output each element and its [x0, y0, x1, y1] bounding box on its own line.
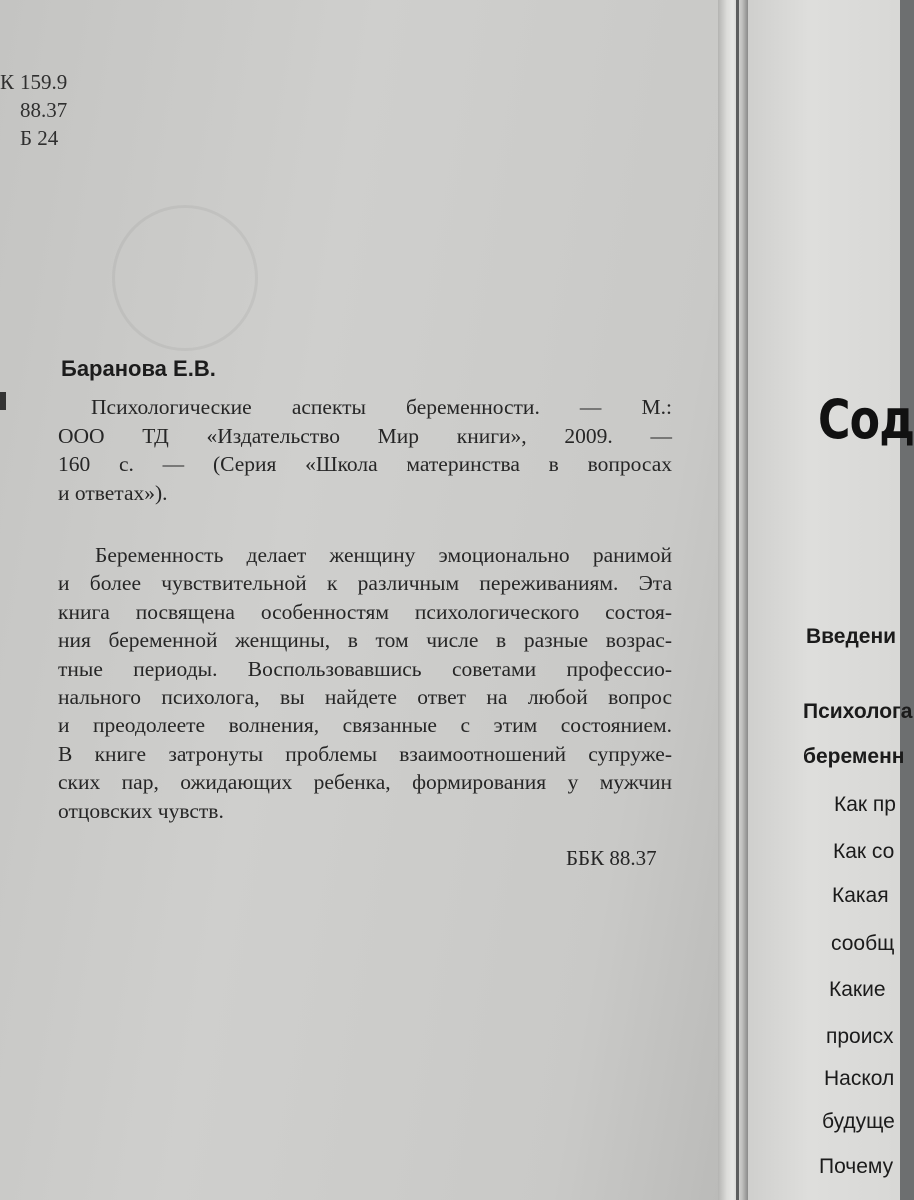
annotation-line: тные периоды. Воспользовавшись советами профессио-: [58, 656, 672, 681]
toc-item: Наскол: [824, 1067, 895, 1090]
toc-item: будуще: [822, 1110, 895, 1133]
toc-item: происх: [826, 1025, 894, 1048]
toc-item: Психолога: [803, 700, 913, 723]
edge-mark: [0, 392, 6, 410]
toc-item: Введени: [806, 625, 897, 648]
annotation-line: ских пар, ожидающих ребенка, формирования у мужчин: [58, 770, 672, 795]
bleed-through-emblem: [112, 205, 258, 351]
annotation-line: В книге затронуты проблемы взаимоотношений супруже-: [58, 741, 672, 766]
toc-item: Почему: [819, 1155, 894, 1178]
toc-item: беременн: [803, 745, 905, 768]
annotation-line: и более чувствительной к различным переживаниям. Эта: [58, 571, 672, 596]
biblio-line: Психологические аспекты беременности. — М.:: [91, 395, 672, 419]
toc-item: Какие: [829, 978, 886, 1001]
toc-item: сообщ: [831, 932, 895, 955]
annotation-line: нального психолога, вы найдете ответ на любой вопрос: [58, 685, 672, 710]
annotation: [58, 541, 672, 825]
code-line: 88.37: [20, 98, 68, 122]
toc-item: Как со: [833, 840, 895, 863]
toc-item: Как пр: [834, 793, 896, 816]
annotation-line: отцовских чувств.: [58, 798, 224, 823]
code-line: К 159.9: [0, 70, 68, 94]
annotation-line: Беременность делает женщину эмоционально ранимой: [95, 543, 672, 567]
biblio-line: ООО ТД «Издательство Мир книги», 2009. —: [58, 423, 672, 448]
book-gutter: [718, 0, 748, 1200]
toc-item: Какая: [832, 884, 889, 907]
biblio-line: и ответах»).: [58, 480, 168, 505]
author-name: Баранова Е.В.: [61, 356, 216, 381]
page-fold: [736, 0, 739, 1200]
annotation-line: ния беременной женщины, в том числе в разные возрас-: [58, 628, 672, 653]
bibliographic-record: [58, 393, 672, 507]
bbk-footer: ББК 88.37: [566, 846, 657, 870]
annotation-line: книга посвящена особенностям психологического состоя-: [58, 599, 672, 624]
right-page: [748, 0, 900, 1200]
biblio-line: 160 с. — (Серия «Школа материнства в вопросах: [58, 452, 672, 476]
toc-title: Сод: [818, 388, 914, 451]
classification-codes: [0, 68, 67, 152]
code-line: Б 24: [20, 126, 59, 150]
annotation-line: и преодолеете волнения, связанные с этим состоянием.: [58, 713, 672, 738]
